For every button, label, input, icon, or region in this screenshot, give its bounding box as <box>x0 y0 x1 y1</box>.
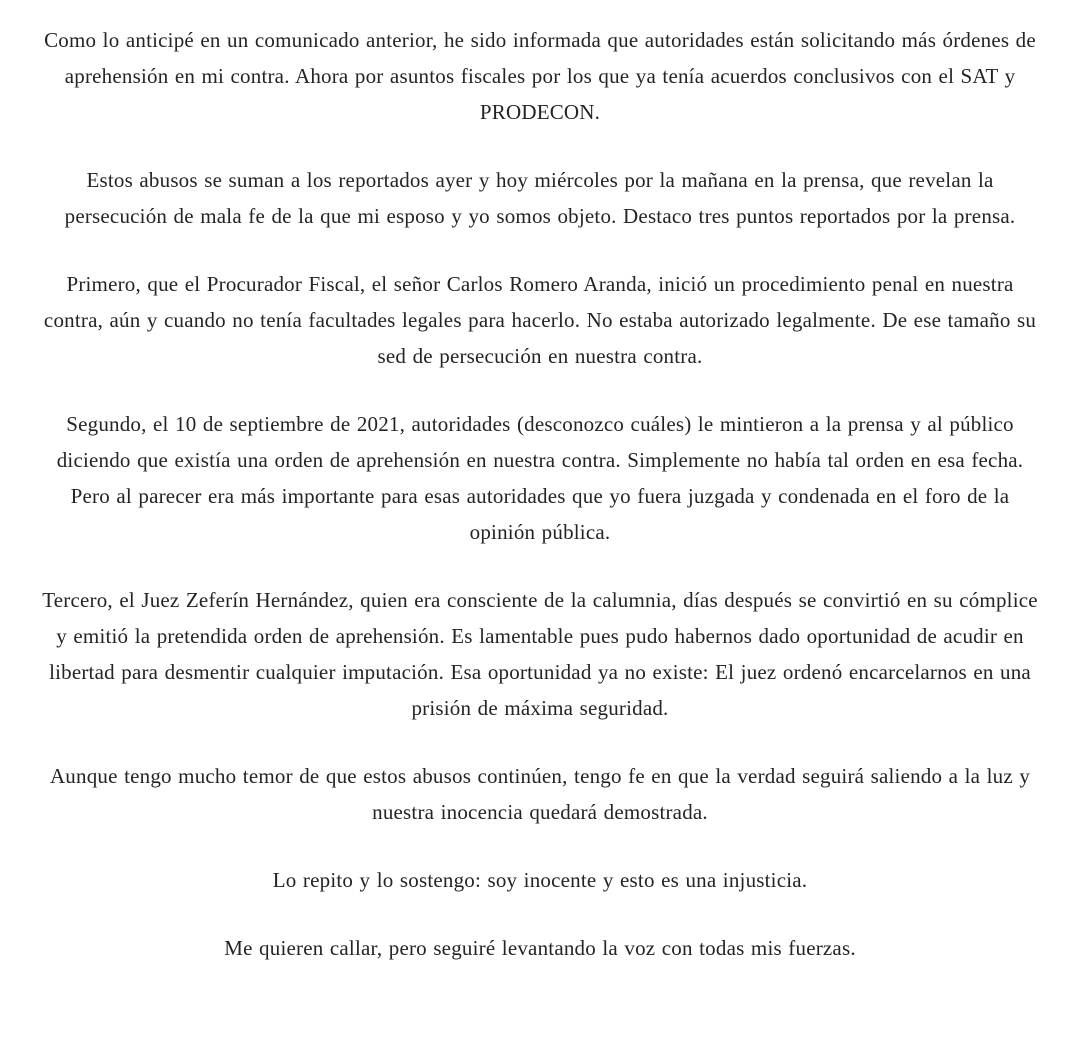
paragraph-7: Lo repito y lo sostengo: soy inocente y esto es una injusticia. <box>272 868 808 892</box>
paragraph-1: Como lo anticipé en un comunicado anterior, he sido informada que autoridades están solicitando más órdenes de aprehensión en mi contra. Ahora por asuntos fiscales por los que ya tenía acuerdos conclusivos con el SAT y PRODECON. <box>44 28 1036 124</box>
paragraph-5: Tercero, el Juez Zeferín Hernández, quien era consciente de la calumnia, días después se convirtió en su cómplice y emitió la pretendida orden de aprehensión. Es lamentable pues pudo habernos dado oportunidad de acudir en libertad para desmentir cualquier imputación. Esa oportunidad ya no existe: El juez ordenó encarcelarnos en una prisión de máxima seguridad. <box>42 588 1038 720</box>
paragraph-4: Segundo, el 10 de septiembre de 2021, autoridades (desconozco cuáles) le mintieron a la prensa y al público diciendo que existía una orden de aprehensión en nuestra contra. Simplemente no había tal orden en esa fecha. Pero al parecer era más importante para esas autoridades que yo fuera juzgada y condenada en el foro de la opinión pública. <box>56 412 1024 544</box>
statement-text <box>38 22 1042 966</box>
paragraph-3: Primero, que el Procurador Fiscal, el señor Carlos Romero Aranda, inició un procedimiento penal en nuestra contra, aún y cuando no tenía facultades legales para hacerlo. No estaba autorizado legalmente. De ese tamaño su sed de persecución en nuestra contra. <box>43 272 1037 368</box>
paragraph-2: Estos abusos se suman a los reportados ayer y hoy miércoles por la mañana en la prensa, que revelan la persecución de mala fe de la que mi esposo y yo somos objeto. Destaco tres puntos reportados por la prensa. <box>64 168 1016 228</box>
paragraph-8: Me quieren callar, pero seguiré levantando la voz con todas mis fuerzas. <box>224 936 856 960</box>
paragraph-6: Aunque tengo mucho temor de que estos abusos continúen, tengo fe en que la verdad seguirá saliendo a la luz y nuestra inocencia quedará demostrada. <box>49 764 1031 824</box>
